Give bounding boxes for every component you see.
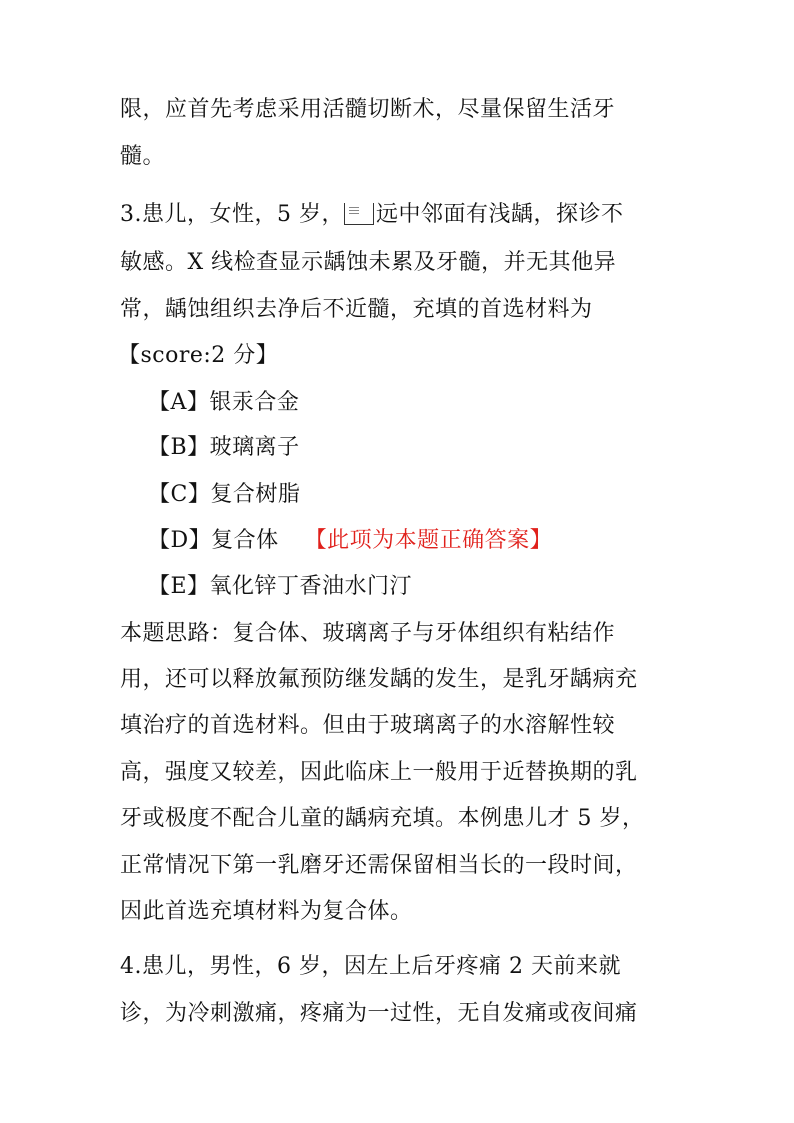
question-4-line: 诊，为冷刺激痛，疼痛为一过性，无自发痛或夜间痛 bbox=[120, 1001, 638, 1026]
tooth-position-icon bbox=[344, 203, 374, 225]
text-line: 敏感。X 线检查显示龋蚀未累及牙髓，并无其他异 bbox=[120, 250, 617, 275]
question-3-line bbox=[120, 200, 624, 230]
option-d-line bbox=[148, 526, 552, 556]
text-line: 远中邻面有浅龋，探诊不 bbox=[375, 202, 624, 227]
explanation-line: 高，强度又较差，因此临床上一般用于近替换期的乳 bbox=[120, 760, 638, 785]
option-c: 【C】复合树脂 bbox=[148, 482, 301, 507]
option-a: 【A】银汞合金 bbox=[148, 390, 300, 415]
explanation-line: 因此首选充填材料为复合体。 bbox=[120, 899, 413, 924]
option-e: 【E】氧化锌丁香油水门汀 bbox=[148, 574, 413, 599]
explanation-line: 本题思路：复合体、玻璃离子与牙体组织有粘结作 bbox=[120, 621, 616, 646]
text-line: 髓。 bbox=[120, 144, 166, 169]
text-line: 限，应首先考虑采用活髓切断术，尽量保留生活牙 bbox=[120, 97, 616, 122]
score-label: 【score:2 分】 bbox=[118, 343, 279, 368]
option-d: 【D】复合体 bbox=[148, 528, 279, 553]
explanation-line: 正常情况下第一乳磨牙还需保留相当长的一段时间， bbox=[120, 853, 638, 878]
correct-answer-marker: 【此项为本题正确答案】 bbox=[304, 528, 553, 553]
question-3-prefix: 3.患儿，女性，5 岁， bbox=[120, 202, 344, 227]
text-line: 常，龋蚀组织去净后不近髓，充填的首选材料为 bbox=[120, 297, 593, 322]
question-4-line: 4.患儿，男性，6 岁，因左上后牙疼痛 2 天前来就 bbox=[120, 954, 621, 979]
explanation-line: 填治疗的首选材料。但由于玻璃离子的水溶解性较 bbox=[120, 713, 616, 738]
option-b: 【B】玻璃离子 bbox=[148, 435, 300, 460]
explanation-line: 牙或极度不配合儿童的龋病充填。本例患儿才 5 岁， bbox=[120, 806, 645, 831]
explanation-line: 用，还可以释放氟预防继发龋的发生，是乳牙龋病充 bbox=[120, 667, 638, 692]
